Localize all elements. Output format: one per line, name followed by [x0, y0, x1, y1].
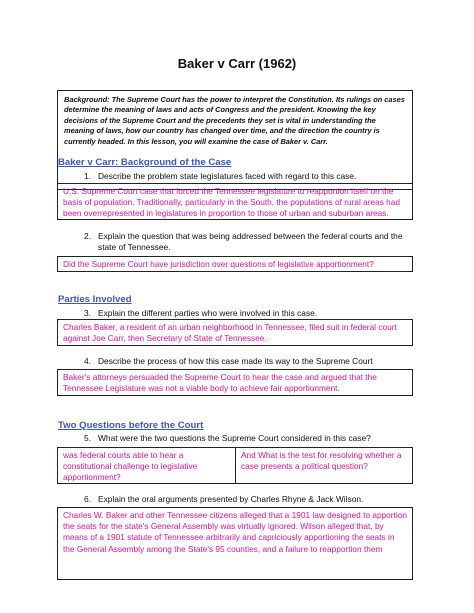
- question-text: Explain the question that was being addressed between the federal courts and the state of Tennessee.: [98, 231, 403, 253]
- question-number: 5.: [84, 433, 91, 443]
- section-heading-background: Baker v Carr: Background of the Case: [58, 157, 232, 168]
- page-title: Baker v Carr (1962): [177, 56, 297, 71]
- answer-field-3[interactable]: Charles Baker, a resident of an urban neighborhood in Tennessee, filed suit in federal court against Joe Carr, then Secretary of State of Tennessee.: [57, 319, 413, 346]
- question-text: Explain the oral arguments presented by Charles Rhyne & Jack Wilson.: [98, 494, 364, 504]
- question-text: Describe the process of how this case made its way to the Supreme Court: [98, 356, 373, 366]
- section-heading-questions: Two Questions before the Court: [58, 420, 204, 431]
- question-text: Explain the different parties who were involved in this case.: [98, 308, 318, 318]
- question-number: 4.: [84, 356, 91, 366]
- question-6: [84, 494, 414, 505]
- background-box: Background: The Supreme Court has the power to interpret the Constitution. Its rulings on cases determine the meaning of laws and acts of Congress and the president. Knowing the key decisions of the Supreme Court and the precedents they set is vital in understanding the meaning of laws, how our country has changed over time, and the direction the country is currently headed. In this lesson, you will examine the case of Baker v. Carr.: [57, 90, 413, 190]
- question-3: [84, 308, 414, 319]
- answer-field-4[interactable]: Baker's attorneys persuaded the Supreme Court to hear the case and argued that the Tennessee Legislature was not a viable body to achieve fair apportionment.: [57, 369, 413, 396]
- answer-field-5-right[interactable]: And What is the test for resolving whether a case presents a political question?: [235, 447, 413, 484]
- question-number: 3.: [84, 308, 91, 318]
- question-4: [84, 356, 414, 367]
- question-text: Describe the problem state legislatures faced with regard to this case.: [98, 171, 357, 181]
- answer-field-5-left[interactable]: was federal courts able to hear a constitutional challenge to legislative apportionment?: [57, 447, 236, 484]
- question-number: 2.: [84, 231, 91, 241]
- question-text: What were the two questions the Supreme Court considered in this case?: [98, 433, 371, 443]
- question-5: [84, 433, 414, 444]
- question-number: 1.: [84, 171, 91, 181]
- question-number: 6.: [84, 494, 91, 504]
- answer-field-6[interactable]: Charles W. Baker and other Tennessee citizens alleged that a 1901 law designed to apportion the seats for the state's General Assembly was virtually ignored. Wilson alleged that, by means of a 1901 statute of Tennessee arbitrarily and capriciously apportioning the seats in the General Assembly among the State's 95 counties, and a failure to reapportion them: [57, 507, 413, 580]
- question-1: [84, 171, 414, 182]
- question-2: [84, 231, 414, 253]
- answer-field-1[interactable]: U.S. Supreme Court case that forced the Tennessee legislature to reapportion itself on the basis of population. Traditionally, particularly in the South, the populations of rural areas had been overrepresented in legislatures in proportion to those of urban and suburban areas.: [57, 183, 413, 220]
- answer-field-2[interactable]: Did the Supreme Court have jurisdiction over questions of legislative apportionment?: [57, 256, 413, 272]
- section-heading-parties: Parties Involved: [58, 294, 132, 305]
